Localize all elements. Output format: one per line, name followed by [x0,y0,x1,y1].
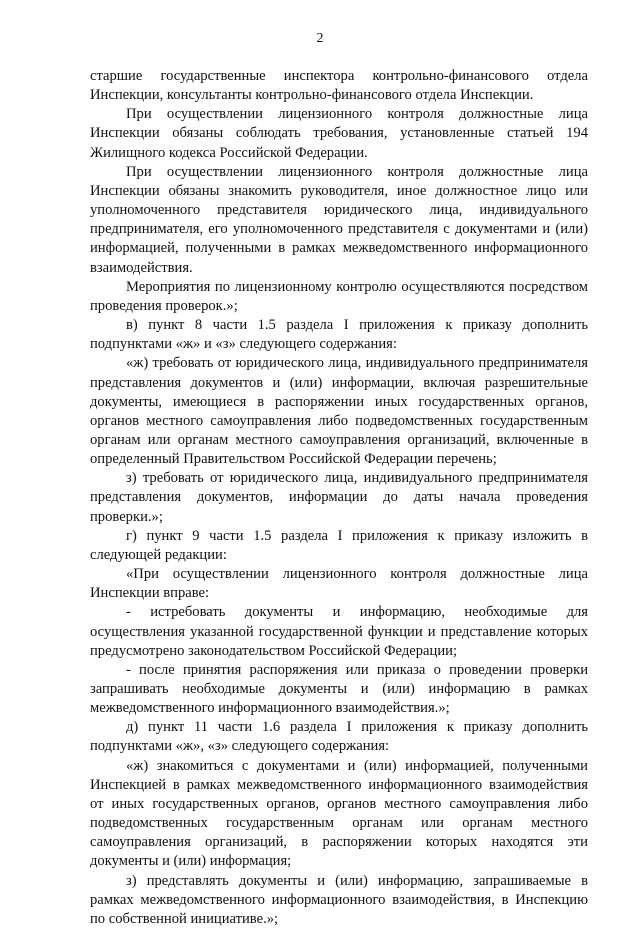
document-body [90,67,588,929]
paragraph-rights-dash-1: - истребовать документы и информацию, необходимые для осуществления указанной государственной функции и представление которых предусмотрено законодательством Российской Федерации; [90,604,588,659]
paragraph-item-d: д) пункт 11 части 1.6 раздела I приложения к приказу дополнить подпунктами «ж», «з» следующего содержания: [90,719,588,755]
paragraph-item-v: в) пункт 8 части 1.5 раздела I приложения к приказу дополнить подпунктами «ж» и «з» следующего содержания: [90,317,588,353]
paragraph-subitem-z-request: з) требовать от юридического лица, индивидуального предпринимателя представления документов, информации до даты начала проведения проверки.»; [90,470,588,525]
paragraph-subitem-zh-request: «ж) требовать от юридического лица, индивидуального предпринимателя представления документов и (или) информации, включая разрешительные документы, имеющиеся в распоряжении иных государственных органов, органов местного самоуправления либо подведомственных государственным органам или органам местного самоуправления организаций, включенные в определенный Правительством Российской Федерации перечень; [90,355,588,468]
paragraph-inspections: Мероприятия по лицензионному контролю осуществляются посредством проведения проверок.»; [90,278,588,314]
paragraph-rights-intro: «При осуществлении лицензионного контроля должностные лица Инспекции вправе: [90,566,588,602]
paragraph-rights-dash-2: - после принятия распоряжения или приказа о проведении проверки запрашивать необходимые документы и (или) информацию в рамках межведомственного информационного взаимодействия.»; [90,661,588,717]
paragraph-subitem-z-submit: з) представлять документы и (или) информацию, запрашиваемые в рамках межведомственного информационного взаимодействия, в Инспекцию по собственной инициативе.»; [90,872,588,927]
paragraph-familiarize: При осуществлении лицензионного контроля должностные лица Инспекции обязаны знакомить руководителя, иное должностное лицо или уполномоченного представителя юридического лица, индивидуального предпринимателя, его уполномоченного представителя с документами и (или) информацией, полученными в рамках межведомственного информационного взаимодействия. [90,163,588,276]
paragraph-item-g: г) пункт 9 части 1.5 раздела I приложения к приказу изложить в следующей редакции: [90,527,588,563]
paragraph-continuation: старшие государственные инспектора контрольно-финансового отдела Инспекции, консультанты контрольно-финансового отдела Инспекции. [90,68,588,104]
page-number: 2 [316,31,324,46]
paragraph-requirements: При осуществлении лицензионного контроля должностные лица Инспекции обязаны соблюдать требования, установленные статьей 194 Жилищного кодекса Российской Федерации. [90,106,588,161]
paragraph-subitem-zh-familiarize: «ж) знакомиться с документами и (или) информацией, полученными Инспекцией в рамках межведомственного информационного взаимодействия от иных государственных органов, органов местного самоуправления либо подведомственных государственным органам или органам местного самоуправления организаций, в распоряжении которых находятся эти документы и (или) информация; [90,757,588,870]
